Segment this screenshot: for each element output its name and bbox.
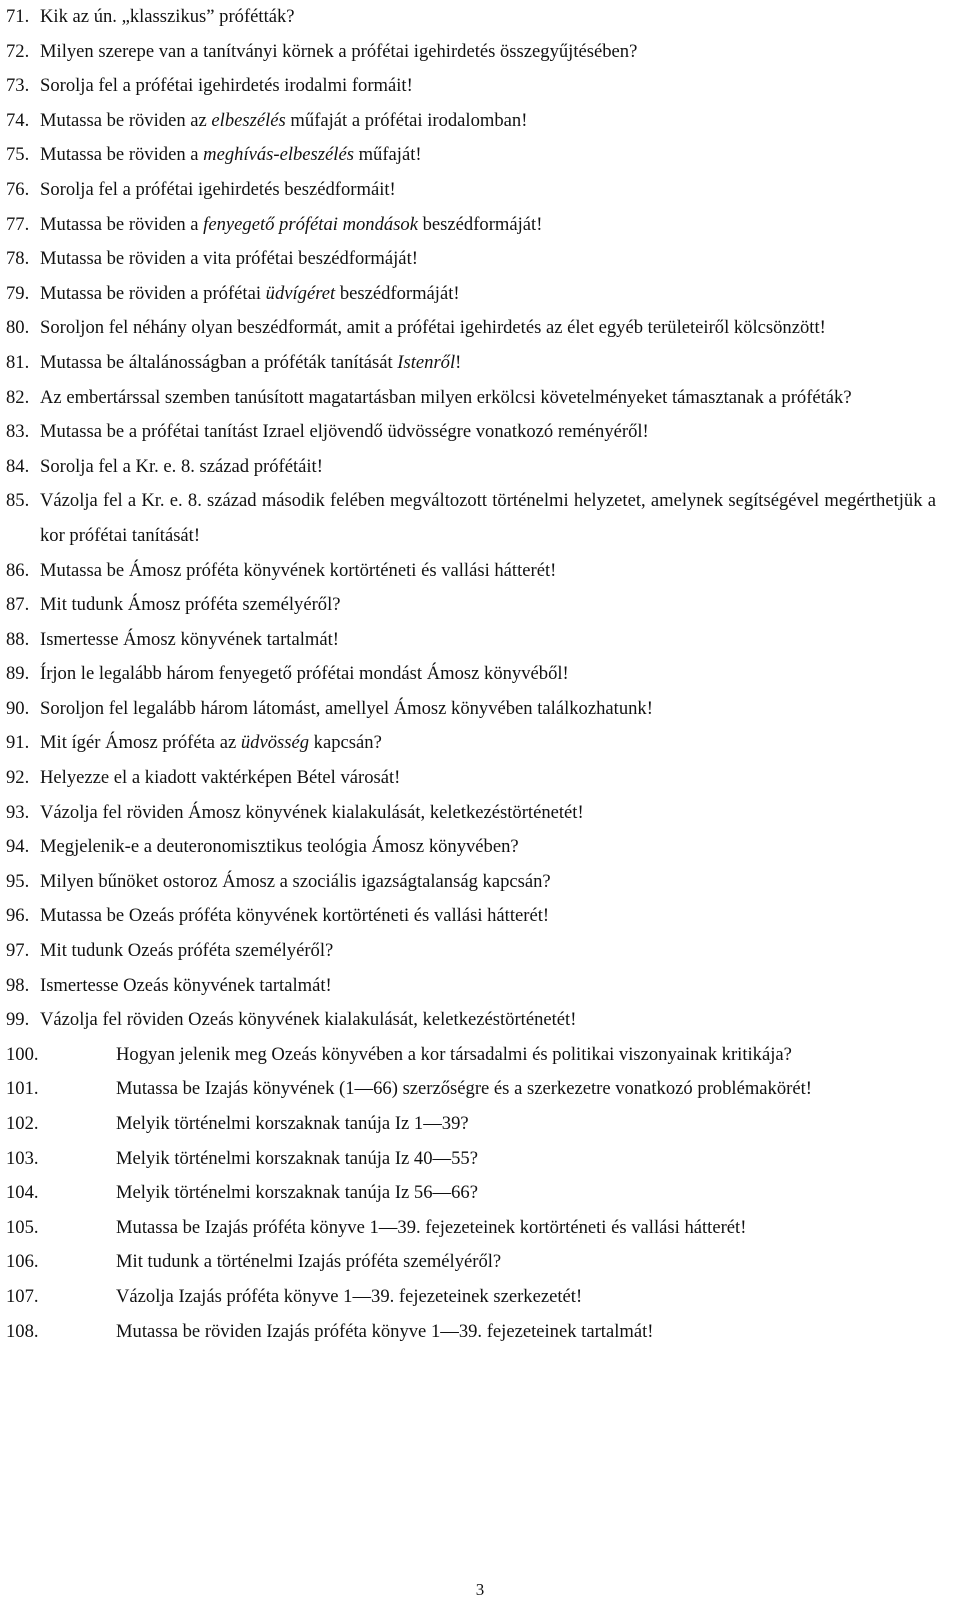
- emphasized-term: meghívás-elbeszélés: [203, 144, 354, 166]
- question-number: 101.: [6, 1078, 39, 1100]
- question-text: Ismertesse Ozeás könyvének tartalmát!: [40, 974, 332, 996]
- question-item: [6, 726, 936, 761]
- emphasized-term: üdvösség: [240, 732, 310, 754]
- question-text: Mit tudunk Ozeás próféta személyéről?: [40, 940, 334, 962]
- question-number: 78.: [6, 248, 30, 270]
- question-number: 79.: [6, 282, 30, 304]
- question-number: 81.: [6, 351, 30, 373]
- question-text: Mutassa be röviden a vita prófétai beszédformáját!: [40, 248, 418, 270]
- question-item: [6, 692, 936, 727]
- question-item: [6, 1176, 936, 1211]
- question-number: 99.: [6, 1009, 30, 1031]
- question-item: [6, 1038, 936, 1073]
- question-number: 96.: [6, 905, 30, 927]
- question-text: beszédformáját!: [417, 213, 543, 235]
- question-number: 103.: [6, 1147, 39, 1169]
- question-text: Mutassa be a prófétai tanítást Izrael eljövendő üdvösségre vonatkozó reményéről!: [40, 421, 649, 443]
- question-item: [6, 969, 936, 1004]
- question-item: [6, 554, 936, 589]
- question-number: 88.: [6, 628, 30, 650]
- question-text: Vázolja fel a Kr. e. 8. század második felében megváltozott történelmi helyzetet, amelynek segítségével megérthetjük a kor prófétai tanítását!: [40, 490, 936, 546]
- question-text: Melyik történelmi korszaknak tanúja Iz 40—55?: [116, 1147, 478, 1169]
- question-item: [6, 1003, 936, 1038]
- question-text: kapcsán?: [309, 732, 382, 754]
- question-number: 94.: [6, 836, 30, 858]
- question-text: Melyik történelmi korszaknak tanúja Iz 56—66?: [116, 1182, 478, 1204]
- question-number: 91.: [6, 732, 30, 754]
- question-item: [6, 830, 936, 865]
- question-item: [6, 934, 936, 969]
- emphasized-term: elbeszélés: [211, 109, 286, 131]
- question-text: Vázolja Izajás próféta könyve 1—39. fejezeteinek szerkezetét!: [116, 1285, 583, 1307]
- question-item: [6, 346, 936, 381]
- question-text: Helyezze el a kiadott vaktérképen Bétel városát!: [40, 767, 401, 789]
- question-list: [6, 0, 936, 1349]
- question-text: Ismertesse Ámosz könyvének tartalmát!: [40, 628, 339, 650]
- question-number: 85.: [6, 490, 30, 512]
- question-number: 73.: [6, 75, 30, 97]
- question-text: Kik az ún. „klasszikus” prófétták?: [40, 6, 295, 27]
- question-number: 72.: [6, 40, 30, 62]
- question-item: [6, 865, 936, 900]
- question-item: [6, 35, 936, 70]
- question-number: 84.: [6, 455, 30, 477]
- question-item: [6, 899, 936, 934]
- question-number: 86.: [6, 559, 30, 581]
- question-item: [6, 277, 936, 312]
- question-text: Mutassa be röviden a: [40, 213, 204, 235]
- question-number: 105.: [6, 1216, 39, 1238]
- question-text: beszédformáját!: [335, 282, 460, 304]
- question-item: [6, 1142, 936, 1177]
- question-number: 83.: [6, 421, 30, 443]
- question-text: !: [455, 351, 462, 373]
- question-item: [6, 138, 936, 173]
- question-number: 90.: [6, 697, 30, 719]
- question-number: 74.: [6, 109, 30, 131]
- question-text: Mutassa be Ozeás próféta könyvének kortörténeti és vallási hátterét!: [40, 905, 550, 927]
- question-number: 104.: [6, 1182, 39, 1204]
- question-text: Sorolja fel a prófétai igehirdetés irodalmi formáit!: [40, 75, 413, 97]
- question-text: Melyik történelmi korszaknak tanúja Iz 1—39?: [116, 1113, 469, 1134]
- question-text: Milyen bűnöket ostoroz Ámosz a szociális igazságtalanság kapcsán?: [40, 870, 551, 892]
- question-item: [6, 242, 936, 277]
- question-text: műfaját a prófétai irodalomban!: [285, 109, 528, 131]
- question-item: [6, 1107, 936, 1142]
- question-text: Mutassa be röviden a: [40, 144, 204, 166]
- question-number: 107.: [6, 1285, 39, 1307]
- question-number: 97.: [6, 940, 30, 962]
- question-number: 89.: [6, 663, 30, 685]
- question-text: Mutassa be Izajás próféta könyve 1—39. fejezeteinek kortörténeti és vallási hátterét!: [116, 1216, 747, 1238]
- question-number: 77.: [6, 213, 30, 235]
- question-number: 71.: [6, 6, 30, 27]
- question-item: [6, 208, 936, 243]
- question-text: Mutassa be röviden az: [40, 109, 212, 131]
- question-number: 100.: [6, 1043, 39, 1065]
- question-number: 75.: [6, 144, 30, 166]
- question-text: Mutassa be röviden Izajás próféta könyve 1—39. fejezeteinek tartalmát!: [116, 1320, 654, 1342]
- question-text: Mutassa be Ámosz próféta könyvének kortörténeti és vallási hátterét!: [40, 559, 557, 581]
- question-number: 80.: [6, 317, 30, 339]
- question-text: Mit tudunk a történelmi Izajás próféta személyéről?: [116, 1251, 502, 1273]
- question-text: Soroljon fel legalább három látomást, amellyel Ámosz könyvében találkozhatunk!: [40, 697, 653, 719]
- question-text: Írjon le legalább három fenyegető prófétai mondást Ámosz könyvéből!: [40, 663, 569, 685]
- question-number: 87.: [6, 594, 30, 616]
- question-text: Sorolja fel a Kr. e. 8. század prófétáit!: [40, 455, 323, 477]
- question-item: [6, 588, 936, 623]
- question-number: 76.: [6, 178, 30, 200]
- question-number: 82.: [6, 386, 30, 408]
- question-text: Mutassa be Izajás könyvének (1—66) szerzőségre és a szerkezetre vonatkozó problémakörét!: [116, 1078, 812, 1100]
- question-text: Mutassa be általánosságban a próféták tanítását: [40, 351, 398, 373]
- question-item: [6, 761, 936, 796]
- question-text: Vázolja fel röviden Ámosz könyvének kialakulását, keletkezéstörténetét!: [40, 801, 584, 823]
- emphasized-term: fenyegető prófétai mondások: [203, 213, 418, 235]
- question-item: [6, 381, 936, 416]
- question-text: Mit ígér Ámosz próféta az: [40, 732, 241, 754]
- question-item: [6, 1280, 936, 1315]
- question-number: 95.: [6, 870, 30, 892]
- question-text: Megjelenik-e a deuteronomisztikus teológia Ámosz könyvében?: [40, 836, 519, 858]
- question-item: [6, 0, 936, 35]
- question-item: [6, 484, 936, 553]
- question-item: [6, 1211, 936, 1246]
- page-number: 3: [475, 1580, 485, 1599]
- question-number: 108.: [6, 1320, 39, 1342]
- question-text: Soroljon fel néhány olyan beszédformát, amit a prófétai igehirdetés az élet egyéb területeiről kölcsönzött!: [40, 317, 826, 339]
- question-number: 102.: [6, 1113, 39, 1134]
- question-item: [6, 623, 936, 658]
- question-text: Mutassa be röviden a prófétai: [40, 282, 266, 304]
- question-item: [6, 1072, 936, 1107]
- emphasized-term: Istenről: [397, 351, 456, 373]
- question-number: 92.: [6, 767, 30, 789]
- question-number: 106.: [6, 1251, 39, 1273]
- question-item: [6, 450, 936, 485]
- question-item: [6, 1245, 936, 1280]
- question-item: [6, 173, 936, 208]
- question-text: műfaját!: [353, 144, 422, 166]
- question-item: [6, 1315, 936, 1350]
- question-item: [6, 415, 936, 450]
- question-text: Milyen szerepe van a tanítványi körnek a prófétai igehirdetés összegyűjtésében?: [40, 40, 638, 62]
- question-text: Vázolja fel röviden Ozeás könyvének kialakulását, keletkezéstörténetét!: [40, 1009, 577, 1031]
- emphasized-term: üdvígéret: [265, 282, 336, 304]
- question-item: [6, 104, 936, 139]
- question-item: [6, 657, 936, 692]
- question-text: Mit tudunk Ámosz próféta személyéről?: [40, 594, 341, 616]
- question-number: 98.: [6, 974, 30, 996]
- question-item: [6, 69, 936, 104]
- question-text: Hogyan jelenik meg Ozeás könyvében a kor társadalmi és politikai viszonyainak kritikája?: [116, 1043, 792, 1065]
- question-number: 93.: [6, 801, 30, 823]
- question-text: Sorolja fel a prófétai igehirdetés beszédformáit!: [40, 178, 396, 200]
- question-text: Az embertárssal szemben tanúsított magatartásban milyen erkölcsi követelményeket támasztanak a próféták?: [40, 386, 852, 408]
- question-item: [6, 796, 936, 831]
- question-item: [6, 311, 936, 346]
